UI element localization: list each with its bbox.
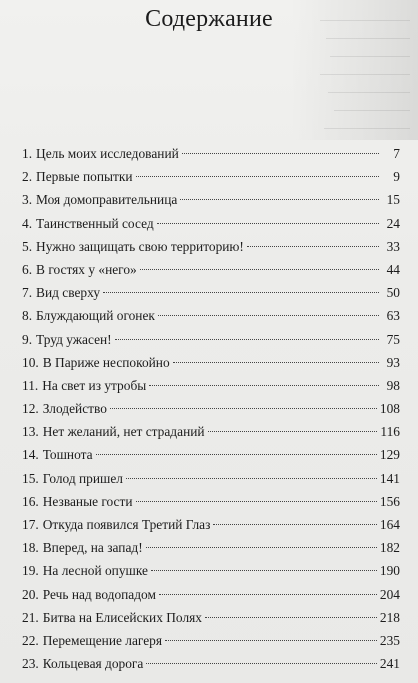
toc-entry [22,188,400,211]
chapter-number: 22. [22,632,39,648]
page-number: 24 [386,215,400,231]
chapter-number: 12. [22,401,39,417]
dot-leader [149,385,379,386]
toc-entry [22,304,400,327]
toc-entry [22,212,400,235]
chapter-number: 5. [22,238,33,254]
dot-leader [136,176,379,177]
chapter-title: Труд ужасен! [36,331,112,347]
chapter-title: В Париже неспокойно [42,354,170,370]
toc-entry [22,490,400,513]
chapter-number: 14. [22,447,39,463]
page-number: 93 [386,354,400,370]
dot-leader [205,617,377,618]
page-number: 63 [386,308,400,324]
page-number: 108 [379,401,400,417]
page-number: 75 [386,331,400,347]
dot-leader [173,362,379,363]
chapter-number: 17. [22,517,39,532]
dot-leader [182,153,379,154]
page-number: 129 [379,447,400,463]
dot-leader [140,269,379,270]
chapter-number: 1. [22,146,33,161]
page-number: 44 [386,261,400,277]
chapter-number: 9. [22,331,33,347]
dot-leader [110,408,377,409]
dot-leader [115,339,379,340]
page-number: 156 [379,493,400,509]
dot-leader [247,246,379,247]
toc-entry [22,583,400,606]
chapter-number: 3. [22,192,33,208]
chapter-title: Тошнота [42,447,93,463]
page-number: 235 [379,632,400,648]
page-number: 33 [386,238,400,254]
toc-entry [22,559,400,582]
dot-leader [136,501,377,502]
chapter-number: 19. [22,563,39,579]
chapter-title: Нет желаний, нет страданий [42,424,205,440]
chapter-number: 18. [22,540,39,556]
page-number: 190 [379,563,400,579]
chapter-number: 11. [22,377,39,393]
page-number: 141 [379,470,400,486]
chapter-title: Кольцевая дорога [42,656,144,672]
chapter-number: 2. [22,169,33,185]
chapter-title: Моя домоправительница [36,192,178,208]
page-number: 98 [386,377,400,393]
toc-entry [22,536,400,559]
table-of-contents [22,142,400,675]
dot-leader [208,431,378,432]
toc-entry [22,513,400,536]
toc-entry [22,351,400,374]
dot-leader [213,524,376,525]
chapter-number: 23. [22,656,39,672]
page-number: 204 [379,586,400,602]
page-number: 15 [386,192,400,208]
toc-entry [22,142,400,165]
chapter-number: 20. [22,586,39,602]
toc-entry [22,443,400,466]
chapter-number: 13. [22,424,39,440]
chapter-title: На лесной опушке [42,563,148,579]
chapter-number: 7. [22,285,33,301]
chapter-title: Откуда появился Третий Глаз [42,517,211,532]
chapter-title: Вперед, на запад! [42,540,143,556]
dot-leader [157,223,379,224]
chapter-number: 4. [22,215,33,231]
dot-leader [159,594,377,595]
chapter-number: 10. [22,354,39,370]
chapter-title: На свет из утробы [42,377,147,393]
dot-leader [158,315,379,316]
chapter-title: Незваные гости [42,493,133,509]
chapter-title: Голод пришел [42,470,123,486]
page-number: 116 [380,424,400,440]
chapter-number: 8. [22,308,33,324]
dot-leader [165,640,377,641]
dot-leader [146,663,377,664]
toc-entry [22,328,400,351]
chapter-number: 16. [22,493,39,509]
chapter-title: Битва на Елисейских Полях [42,609,202,625]
chapter-title: Первые попытки [36,169,133,185]
chapter-number: 21. [22,609,39,625]
toc-entry [22,629,400,652]
toc-entry [22,258,400,281]
page-number: 164 [379,517,400,532]
dot-leader [180,199,379,200]
toc-entry [22,165,400,188]
page-title: Содержание [145,6,273,32]
page-number: 182 [379,540,400,556]
page-number: 7 [393,146,400,161]
page-number: 241 [379,656,400,672]
page-number: 9 [393,169,400,185]
dot-leader [126,478,377,479]
chapter-title: Таинственный сосед [36,215,154,231]
chapter-title: Речь над водопадом [42,586,156,602]
dot-leader [151,570,377,571]
page-number: 218 [379,609,400,625]
toc-entry [22,374,400,397]
toc-entry [22,606,400,629]
chapter-title: Цель моих исследований [36,146,179,161]
chapter-title: Злодейство [42,401,107,417]
toc-entry [22,281,400,304]
chapter-number: 6. [22,261,33,277]
toc-entry [22,420,400,443]
dot-leader [96,454,377,455]
toc-entry [22,235,400,258]
toc-entry [22,652,400,675]
chapter-title: В гостях у «него» [36,261,137,277]
dot-leader [103,292,379,293]
chapter-number: 15. [22,470,39,486]
toc-entry [22,467,400,490]
chapter-title: Перемещение лагеря [42,632,163,648]
chapter-title: Нужно защищать свою территорию! [36,238,244,254]
chapter-title: Блуждающий огонек [36,308,155,324]
dot-leader [146,547,377,548]
chapter-title: Вид сверху [36,285,101,301]
toc-entry [22,397,400,420]
page-number: 50 [386,285,400,301]
